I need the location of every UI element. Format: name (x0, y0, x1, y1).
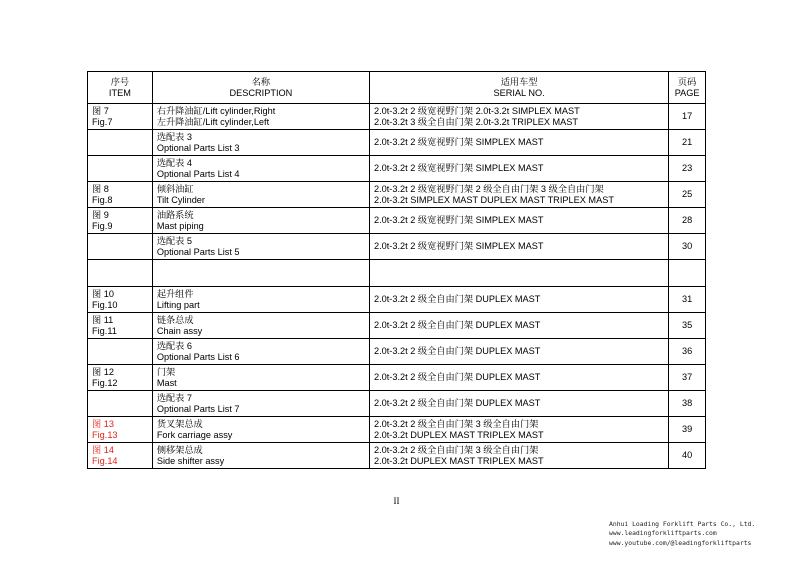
serial-line: 2.0t-3.2t 2 级宽视野门架 2.0t-3.2t SIMPLEX MAST (373, 106, 580, 116)
serial-cell (369, 313, 668, 339)
item-line: 图 9 (92, 210, 109, 220)
item-line: 图 12 (92, 367, 114, 377)
page-cell: 25 (669, 182, 706, 208)
page-cell: 40 (669, 443, 706, 469)
serial-cell (369, 104, 668, 130)
serial-line: 2.0t-3.2t 2 级全自由门架 DUPLEX MAST (373, 320, 541, 331)
page-cell: 31 (669, 287, 706, 313)
item-line: 图 13 (92, 419, 114, 429)
description-cell (152, 417, 369, 443)
table-row (88, 365, 706, 391)
page-cell: 38 (669, 391, 706, 417)
header-serial: 适用车型 SERIAL NO. (369, 72, 668, 104)
page-cell: 35 (669, 313, 706, 339)
table-row (88, 391, 706, 417)
header-description: 名称 DESCRIPTION (152, 72, 369, 104)
item-cell (88, 260, 153, 287)
serial-line: 2.0t-3.2t 3 级全自由门架 2.0t-3.2t TRIPLEX MAST (373, 116, 579, 127)
serial-line: 2.0t-3.2t 2 级全自由门架 DUPLEX MAST (373, 294, 541, 305)
item-line: Fig.14 (92, 455, 118, 466)
table-row (88, 234, 706, 260)
description-line: 选配表 4 (156, 158, 193, 168)
page-cell: 23 (669, 156, 706, 182)
header-page: 页码 PAGE (669, 72, 706, 104)
table-row (88, 339, 706, 365)
description-line: 选配表 6 (156, 341, 193, 351)
description-cell (152, 443, 369, 469)
item-cell (88, 104, 153, 130)
page-number: II (393, 496, 400, 506)
item-line: Fig.13 (92, 429, 118, 440)
description-cell (152, 156, 369, 182)
description-line: Side shifter assy (156, 455, 225, 466)
item-cell (88, 339, 153, 365)
serial-cell (369, 208, 668, 234)
company-website: www.leadingforkliftparts.com (609, 529, 717, 538)
page-cell: 37 (669, 365, 706, 391)
description-cell (152, 391, 369, 417)
description-cell (152, 260, 369, 287)
serial-line: 2.0t-3.2t SIMPLEX MAST DUPLEX MAST TRIPLEX MAST (373, 194, 614, 205)
description-line: 门架 (156, 367, 176, 377)
serial-line: 2.0t-3.2t 2 级全自由门架 DUPLEX MAST (373, 372, 541, 383)
serial-cell (369, 391, 668, 417)
serial-line: 2.0t-3.2t 2 级全自由门架 DUPLEX MAST (373, 398, 541, 409)
page-cell: 39 (669, 417, 706, 443)
table-row (88, 182, 706, 208)
serial-line: 2.0t-3.2t 2 级宽视野门架 SIMPLEX MAST (373, 137, 544, 148)
description-line: Optional Parts List 7 (156, 403, 240, 414)
page-cell: 21 (669, 130, 706, 156)
item-line: Fig.7 (92, 116, 113, 127)
description-line: Optional Parts List 4 (156, 168, 240, 179)
page-cell: 30 (669, 234, 706, 260)
company-info (609, 520, 755, 548)
serial-cell (369, 260, 668, 287)
item-cell (88, 391, 153, 417)
serial-cell (369, 130, 668, 156)
description-line: 链条总成 (156, 315, 194, 325)
description-line: 选配表 7 (156, 393, 193, 403)
description-cell (152, 130, 369, 156)
description-line: Optional Parts List 6 (156, 351, 240, 362)
serial-line: 2.0t-3.2t 2 级全自由门架 DUPLEX MAST (373, 346, 541, 357)
serial-cell (369, 182, 668, 208)
item-line: 图 8 (92, 184, 109, 194)
description-line: 侧移架总成 (156, 445, 203, 455)
table-row (88, 130, 706, 156)
item-line: 图 14 (92, 445, 114, 455)
description-line: Mast piping (156, 220, 204, 231)
description-line: Lifting part (156, 299, 200, 310)
item-cell (88, 365, 153, 391)
item-cell (88, 313, 153, 339)
item-cell (88, 443, 153, 469)
table-body (88, 104, 706, 469)
description-line: 货叉架总成 (156, 419, 203, 429)
table-row (88, 313, 706, 339)
serial-cell (369, 234, 668, 260)
description-cell (152, 234, 369, 260)
serial-cell (369, 287, 668, 313)
serial-line: 2.0t-3.2t DUPLEX MAST TRIPLEX MAST (373, 455, 544, 466)
company-youtube: www.youtube.com/@leadingforkliftparts (609, 538, 752, 547)
table-row (88, 208, 706, 234)
description-line: 油路系统 (156, 210, 194, 220)
serial-line: 2.0t-3.2t 2 级宽视野门架 SIMPLEX MAST (373, 241, 544, 252)
item-cell (88, 208, 153, 234)
serial-line: 2.0t-3.2t DUPLEX MAST TRIPLEX MAST (373, 429, 544, 440)
description-cell (152, 182, 369, 208)
description-cell (152, 339, 369, 365)
serial-cell (369, 339, 668, 365)
table-header-row (88, 72, 706, 104)
item-line: 图 10 (92, 289, 114, 299)
table-row (88, 287, 706, 313)
item-line: Fig.12 (92, 377, 118, 388)
item-line: Fig.9 (92, 220, 113, 231)
item-cell (88, 417, 153, 443)
description-line: Tilt Cylinder (156, 194, 205, 205)
description-cell (152, 365, 369, 391)
description-cell (152, 104, 369, 130)
description-line: 左升降油缸/Lift cylinder,Left (156, 116, 270, 127)
serial-line: 2.0t-3.2t 2 级全自由门架 3 级全自由门架 (373, 419, 539, 429)
description-line: Fork carriage assy (156, 429, 233, 440)
serial-cell (369, 365, 668, 391)
description-line: 右升降油缸/Lift cylinder,Right (156, 106, 276, 116)
serial-line: 2.0t-3.2t 2 级宽视野门架 SIMPLEX MAST (373, 215, 544, 226)
description-line: 倾斜油缸 (156, 184, 194, 194)
header-item: 序号 ITEM (88, 72, 153, 104)
serial-cell (369, 156, 668, 182)
parts-index-table (87, 71, 706, 469)
table-row (88, 443, 706, 469)
item-cell (88, 156, 153, 182)
page-cell: 17 (669, 104, 706, 130)
description-line: Optional Parts List 3 (156, 142, 240, 153)
description-line: 选配表 3 (156, 132, 193, 142)
item-line: Fig.11 (92, 325, 117, 336)
description-cell (152, 287, 369, 313)
item-line: Fig.10 (92, 299, 118, 310)
item-line: Fig.8 (92, 194, 113, 205)
serial-line: 2.0t-3.2t 2 级宽视野门架 2 级全自由门架 3 级全自由门架 (373, 184, 604, 194)
item-cell (88, 182, 153, 208)
company-name: Anhui Loading Forklift Parts Co., Ltd. (609, 520, 756, 528)
table-row (88, 417, 706, 443)
page-cell (669, 260, 706, 287)
item-cell (88, 287, 153, 313)
serial-cell (369, 443, 668, 469)
item-line: 图 11 (92, 315, 114, 325)
item-cell (88, 130, 153, 156)
table-row (88, 104, 706, 130)
page-cell: 36 (669, 339, 706, 365)
description-line: Optional Parts List 5 (156, 246, 240, 257)
description-line: Mast (156, 377, 177, 388)
item-line: 图 7 (92, 106, 109, 116)
item-cell (88, 234, 153, 260)
serial-line: 2.0t-3.2t 2 级宽视野门架 SIMPLEX MAST (373, 163, 544, 174)
page-cell: 28 (669, 208, 706, 234)
description-line: 起升组件 (156, 289, 194, 299)
blank-row (88, 260, 706, 287)
description-line: 选配表 5 (156, 236, 193, 246)
description-cell (152, 208, 369, 234)
description-line: Chain assy (156, 325, 203, 336)
serial-line: 2.0t-3.2t 2 级全自由门架 3 级全自由门架 (373, 445, 539, 455)
description-cell (152, 313, 369, 339)
serial-cell (369, 417, 668, 443)
table-row (88, 156, 706, 182)
